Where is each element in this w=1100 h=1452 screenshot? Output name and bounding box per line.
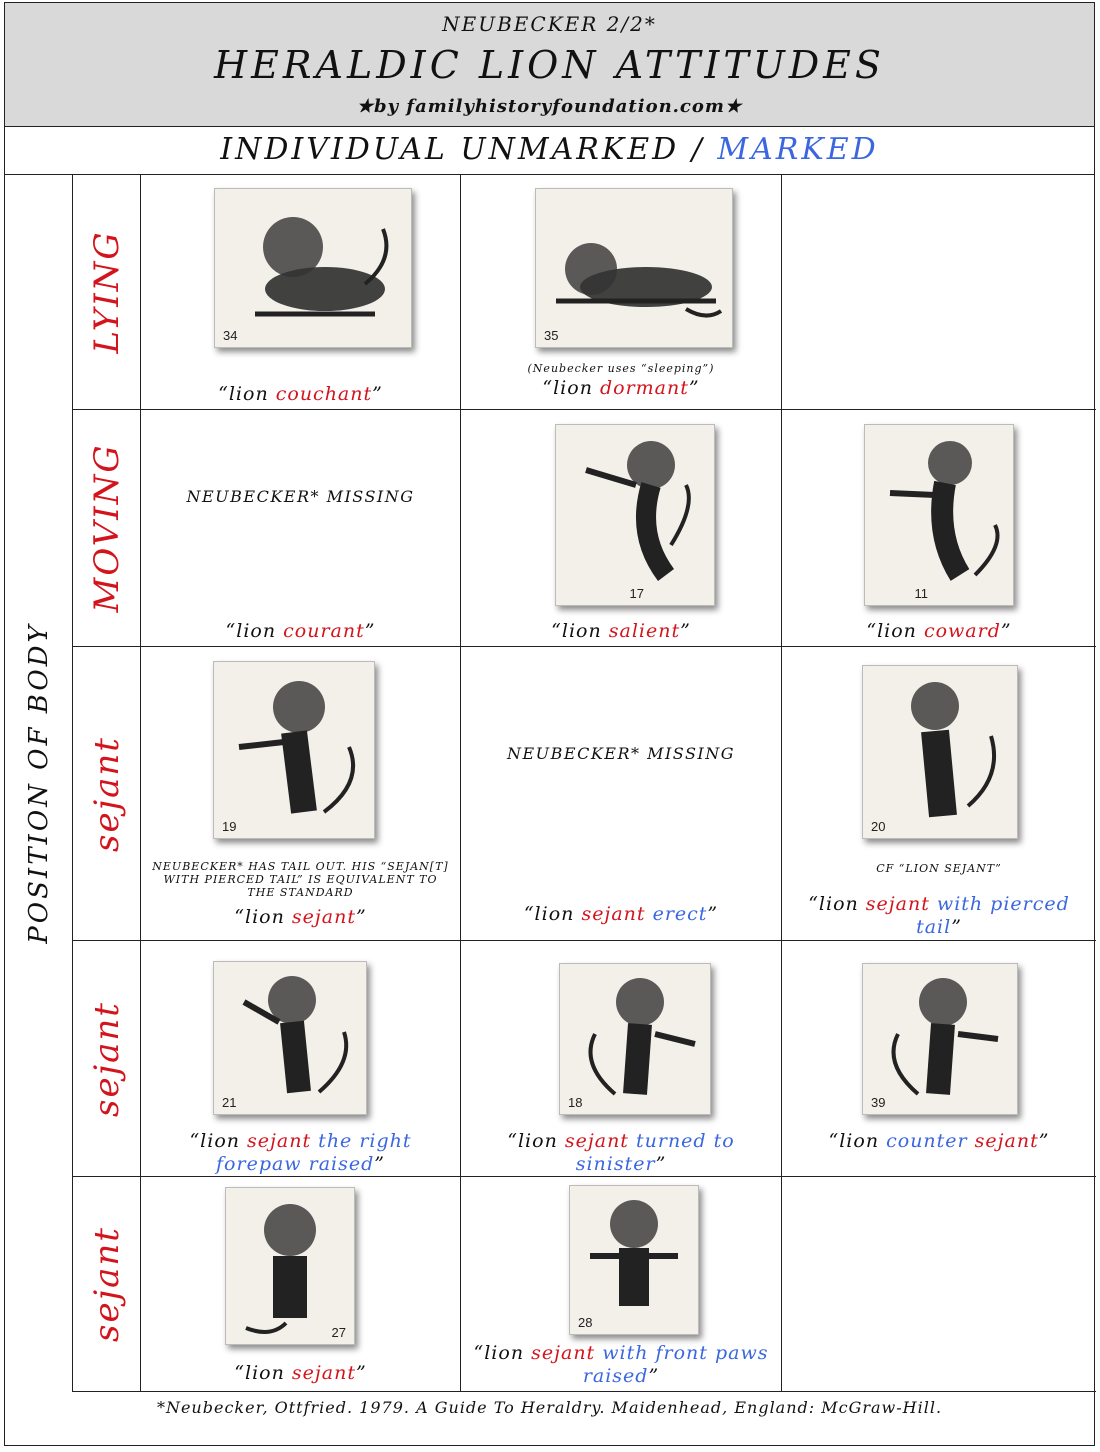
cell-lion-sejant-forepaw-raised — [141, 941, 461, 1177]
caption — [151, 620, 450, 643]
chart-frame — [4, 2, 1095, 1446]
caption-post: ” — [364, 620, 376, 642]
figure-number: 20 — [871, 819, 886, 834]
caption-pre: “lion — [189, 1130, 248, 1152]
caption-pre: “lion — [542, 377, 600, 399]
caption-term: sejant — [247, 1130, 312, 1152]
caption-modifier: counter — [886, 1130, 968, 1152]
position-of-body-label: POSITION OF BODY — [24, 622, 54, 944]
caption-pre: “lion — [808, 893, 866, 915]
caption-post: ” — [951, 916, 962, 938]
caption — [151, 1130, 450, 1176]
caption-term: coward — [923, 620, 1001, 642]
lion-sejant-pierced-tail-icon — [863, 666, 1017, 838]
cell-lion-salient — [461, 410, 782, 647]
caption — [471, 903, 771, 926]
caption — [151, 906, 450, 929]
header — [5, 3, 1094, 127]
caption-modifier: the right forepaw raised — [216, 1130, 412, 1175]
figure-number: 11 — [914, 586, 928, 601]
cell-empty — [782, 174, 1096, 410]
cell-lion-sejant-erect — [461, 647, 782, 941]
lion-sejant-sinister-icon — [560, 964, 710, 1114]
row-label-moving — [73, 410, 141, 647]
lion-sejant-sinister-image — [559, 963, 711, 1115]
lion-sejant-image — [213, 661, 375, 839]
caption-post: ” — [1000, 620, 1012, 642]
caption-term: dormant — [599, 377, 689, 399]
caption — [471, 1342, 771, 1388]
cell-lion-couchant — [141, 174, 461, 410]
caption-post: ” — [688, 377, 700, 399]
caption — [151, 383, 450, 406]
footer-citation: *Neubecker, Ottfried. 1979. A Guide To Heraldry. Maidenhead, England: McGraw-Hill. — [156, 1398, 943, 1417]
lion-sejant-affronty-image — [225, 1187, 355, 1345]
lion-counter-sejant-image — [862, 963, 1018, 1115]
caption-pre: “lion — [218, 383, 276, 405]
caption-pre: “lion — [523, 903, 582, 925]
caption-post: ” — [655, 1153, 667, 1175]
caption-term: sejant — [967, 1130, 1039, 1152]
caption-post: ” — [355, 1362, 367, 1384]
caption-term: sejant — [865, 893, 930, 915]
caption-term: sejant — [581, 903, 646, 925]
caption-pre: “lion — [234, 906, 292, 928]
cell-lion-dormant — [461, 174, 782, 410]
lion-dormant-icon — [536, 189, 732, 347]
missing-note: NEUBECKER* MISSING — [186, 487, 415, 506]
caption — [792, 1130, 1086, 1153]
caption-post: ” — [648, 1365, 660, 1387]
column-heading-marked: MARKED — [717, 132, 879, 167]
cell-lion-sejant-front-paws-raised — [461, 1177, 782, 1392]
caption-post: ” — [707, 903, 719, 925]
figure-number: 27 — [331, 1325, 346, 1340]
position-of-body-axis — [5, 174, 73, 1392]
lion-sejant-paws-raised-icon — [570, 1186, 698, 1334]
caption-pre: “lion — [225, 620, 284, 642]
lion-counter-sejant-icon — [863, 964, 1017, 1114]
row-label-text: MOVING — [87, 443, 127, 613]
row-label-sejant — [73, 1177, 141, 1392]
lion-coward-image — [864, 424, 1014, 606]
lion-couchant-image — [214, 188, 412, 348]
figure-number: 28 — [578, 1315, 593, 1330]
lion-sejant-icon — [214, 662, 374, 838]
caption-pre: “lion — [473, 1342, 532, 1364]
caption — [471, 620, 771, 643]
lion-sejant-paws-raised-image — [569, 1185, 699, 1335]
column-heading-unmarked: INDIVIDUAL UNMARKED / — [220, 132, 718, 167]
caption-term: courant — [283, 620, 365, 642]
row-label-text: LYING — [87, 230, 127, 354]
cell-lion-counter-sejant — [782, 941, 1096, 1177]
cell-lion-courant — [141, 410, 461, 647]
caption-modifier: with pierced tail — [916, 893, 1070, 938]
note: NEUBECKER* HAS TAIL OUT. HIS “SEJAN[T] WITH PIERCED TAIL” IS EQUIVALENT TO THE STANDARD — [152, 860, 449, 899]
lion-salient-image — [555, 424, 715, 606]
caption — [792, 620, 1086, 643]
figure-number: 35 — [544, 328, 559, 343]
lion-sejant-pierced-tail-image — [862, 665, 1018, 839]
figure-number: 39 — [871, 1095, 886, 1110]
caption-term: sejant — [531, 1342, 596, 1364]
caption-pre: “lion — [507, 1130, 565, 1152]
row-label-lying — [73, 174, 141, 410]
cell-lion-sejant-turned-sinister — [461, 941, 782, 1177]
row-label-sejant — [73, 647, 141, 941]
row-label-text: sejant — [87, 1226, 127, 1342]
caption-pre: “lion — [828, 1130, 887, 1152]
column-heading — [5, 126, 1094, 175]
caption — [471, 1130, 771, 1176]
caption-modifier: with front paws raised — [582, 1342, 769, 1387]
lion-salient-icon — [556, 425, 714, 605]
cell-lion-coward — [782, 410, 1096, 647]
cell-lion-sejant-affronty — [141, 1177, 461, 1392]
note: CF “LION SEJANT” — [876, 862, 1002, 875]
lion-sejant-forepaw-icon — [214, 962, 366, 1114]
header-subtitle: NEUBECKER 2/2* — [442, 12, 657, 36]
figure-number: 21 — [222, 1095, 237, 1110]
caption-modifier: erect — [645, 903, 708, 925]
caption — [151, 1362, 450, 1385]
caption-pre: “lion — [551, 620, 609, 642]
page-title: HERALDIC LION ATTITUDES — [214, 43, 885, 87]
cell-lion-sejant-pierced-tail — [782, 647, 1096, 941]
cell-empty — [782, 1177, 1096, 1392]
figure-number: 18 — [568, 1095, 583, 1110]
caption-term: sejant — [564, 1130, 629, 1152]
caption-pre: “lion — [234, 1362, 292, 1384]
caption-term: salient — [608, 620, 681, 642]
caption-term: couchant — [275, 383, 373, 405]
lion-sejant-forepaw-image — [213, 961, 367, 1115]
caption — [471, 377, 771, 400]
caption-modifier: turned to sinister — [575, 1130, 735, 1175]
row-label-sejant — [73, 941, 141, 1177]
lion-dormant-image — [535, 188, 733, 348]
lion-sejant-affronty-icon — [226, 1188, 354, 1344]
cell-lion-sejant — [141, 647, 461, 941]
row-label-text: sejant — [87, 1001, 127, 1117]
row-label-text: sejant — [87, 736, 127, 852]
lion-couchant-icon — [215, 189, 411, 347]
caption-post: ” — [374, 1153, 385, 1175]
lion-coward-icon — [865, 425, 1013, 605]
caption-term: sejant — [291, 1362, 356, 1384]
caption-post: ” — [372, 383, 383, 405]
caption — [792, 893, 1086, 939]
byline: ★by familyhistoryfoundation.com★ — [356, 96, 743, 117]
figure-number: 17 — [629, 586, 644, 601]
caption-term: sejant — [291, 906, 356, 928]
missing-note: NEUBECKER* MISSING — [506, 744, 736, 763]
caption-post: ” — [1038, 1130, 1050, 1152]
caption-post: ” — [680, 620, 691, 642]
caption-post: ” — [355, 906, 367, 928]
figure-number: 34 — [223, 328, 238, 343]
figure-number: 19 — [222, 819, 237, 834]
caption-pre: “lion — [866, 620, 924, 642]
note: (Neubecker uses “sleeping”) — [527, 362, 715, 375]
